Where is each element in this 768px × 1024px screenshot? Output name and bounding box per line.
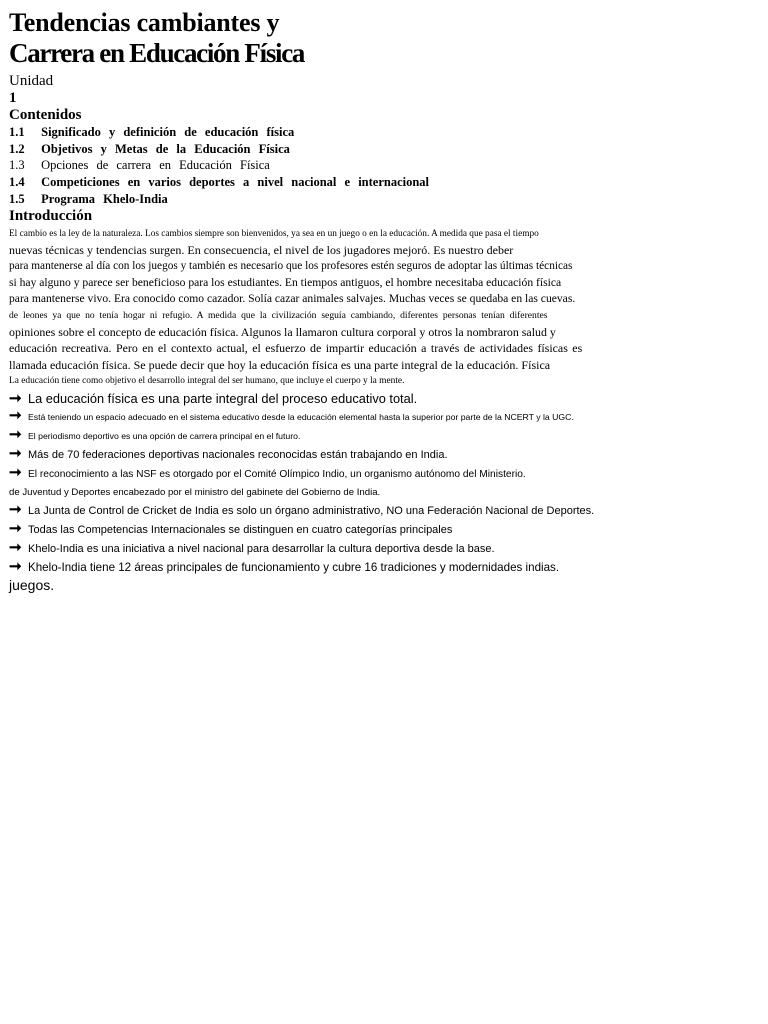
intro-line: llamada educación física. Se puede decir que hoy la educación física es una parte integral de la educación. Física [9,357,551,372]
intro-line: nuevas técnicas y tendencias surgen. En consecuencia, el nivel de los jugadores mejoró. Es nuestro deber [9,242,514,257]
key-point-text: Está teniendo un espacio adecuado en el sistema educativo desde la educación elemental hasta la superior por parte de la NCERT y la UGC. [28,411,574,422]
chapter-title-line2: Carrera en Educación Física [9,38,305,68]
intro-line: para mantenerse al día con los juegos y también es necesario que los profesores estén seguros de adoptar las últimas técnicas [9,260,573,273]
key-point-text: Khelo-India tiene 12 áreas principales de funcionamiento y cubre 16 tradiciones y modernidades indias. [28,561,560,575]
document-page [9,8,759,594]
unit-number: 1 [9,90,17,106]
intro-line: para mantenerse vivo. Era conocido como cazador. Solía cazar animales salvajes. Muchas veces se quedaba en las cuevas. [9,292,576,306]
key-point [9,426,759,445]
contents-item [9,157,759,174]
contents-item [9,141,759,158]
key-point [9,390,759,407]
contents-item-text: Opciones de carrera en Educación Física [41,158,270,173]
intro-paragraph [9,226,759,390]
contents-item-number: 1.5 [9,191,25,206]
key-point [9,539,759,558]
contents-item [9,191,759,208]
intro-heading: Introducción [9,207,93,224]
arrow-right-icon: ➞ [9,445,22,463]
key-point [9,464,759,483]
arrow-right-icon: ➞ [9,558,22,576]
arrow-right-icon: ➞ [9,500,22,518]
key-point-text: El reconocimiento a las NSF es otorgado por el Comité Olímpico Indio, un organismo autónomo del Ministerio. [28,469,526,481]
key-point [9,445,759,464]
arrow-right-icon: ➞ [9,425,22,443]
intro-line: El cambio es la ley de la naturaleza. Los cambios siempre son bienvenidos, ya sea en un juego o en la educación. A medida que pasa el tiempo [9,228,539,239]
key-point [9,558,759,576]
arrow-right-icon: ➞ [9,389,22,407]
key-point [9,407,759,426]
arrow-right-icon: ➞ [9,520,22,537]
key-points-list [9,390,759,577]
contents-item-number: 1.2 [9,141,25,156]
intro-line: La educación tiene como objetivo el desarrollo integral del ser humano, que incluye el cuerpo y la mente. [9,376,405,387]
contents-item [9,124,759,141]
contents-heading: Contenidos [9,107,82,123]
key-point [9,520,759,539]
trailing-text: juegos. [9,576,55,593]
arrow-right-icon: ➞ [9,406,22,424]
intro-line: educación recreativa. Pero en el contexto actual, el esfuerzo de impartir educación a través de actividades físicas es [9,341,583,356]
key-point-text: Más de 70 federaciones deportivas nacionales reconocidas están trabajando en India. [28,449,448,462]
contents-item [9,174,759,191]
contents-item-number: 1.4 [9,175,25,190]
intro-line: opiniones sobre el concepto de educación física. Algunos la llamaron cultura corporal y otros la nombraron salud y [9,324,556,339]
chapter-title-line1: Tendencias cambiantes y [9,8,280,37]
contents-item-text: Competiciones en varios deportes a nivel nacional e internacional [41,175,430,190]
key-point-continuation: de Juventud y Deportes encabezado por el ministro del gabinete del Gobierno de India. [9,486,381,498]
intro-line: si hay alguno y parece ser beneficioso para los estudiantes. En tiempos antiguos, el hombre necesitaba educación física [9,275,562,289]
contents-item-text: Objetivos y Metas de la Educación Física [41,141,290,156]
contents-item-text: Programa Khelo-India [41,191,168,206]
intro-line: de leones ya que no tenía hogar ni refugio. A medida que la civilización seguía cambiando, diferentes personas tenían diferentes [9,309,548,321]
key-point-text: La Junta de Control de Cricket de India es solo un órgano administrativo, NO una Federación Nacional de Deportes. [28,504,595,517]
key-point-text: El periodismo deportivo es una opción de carrera principal en el futuro. [28,430,301,441]
arrow-right-icon: ➞ [9,464,22,482]
key-point [9,501,759,520]
key-point-text: Khelo-India es una iniciativa a nivel nacional para desarrollar la cultura deportiva desde la base. [28,543,495,556]
contents-item-number: 1.1 [9,125,25,139]
key-point-text: Todas las Competencias Internacionales se distinguen en cuatro categorías principales [28,524,453,536]
contents-list [9,124,759,208]
contents-item-text: Significado y definición de educación física [41,125,295,139]
arrow-right-icon: ➞ [9,539,22,557]
key-point-text: La educación física es una parte integral del proceso educativo total. [28,390,418,406]
unit-label: Unidad [9,73,54,89]
contents-item-number: 1.3 [9,158,25,173]
